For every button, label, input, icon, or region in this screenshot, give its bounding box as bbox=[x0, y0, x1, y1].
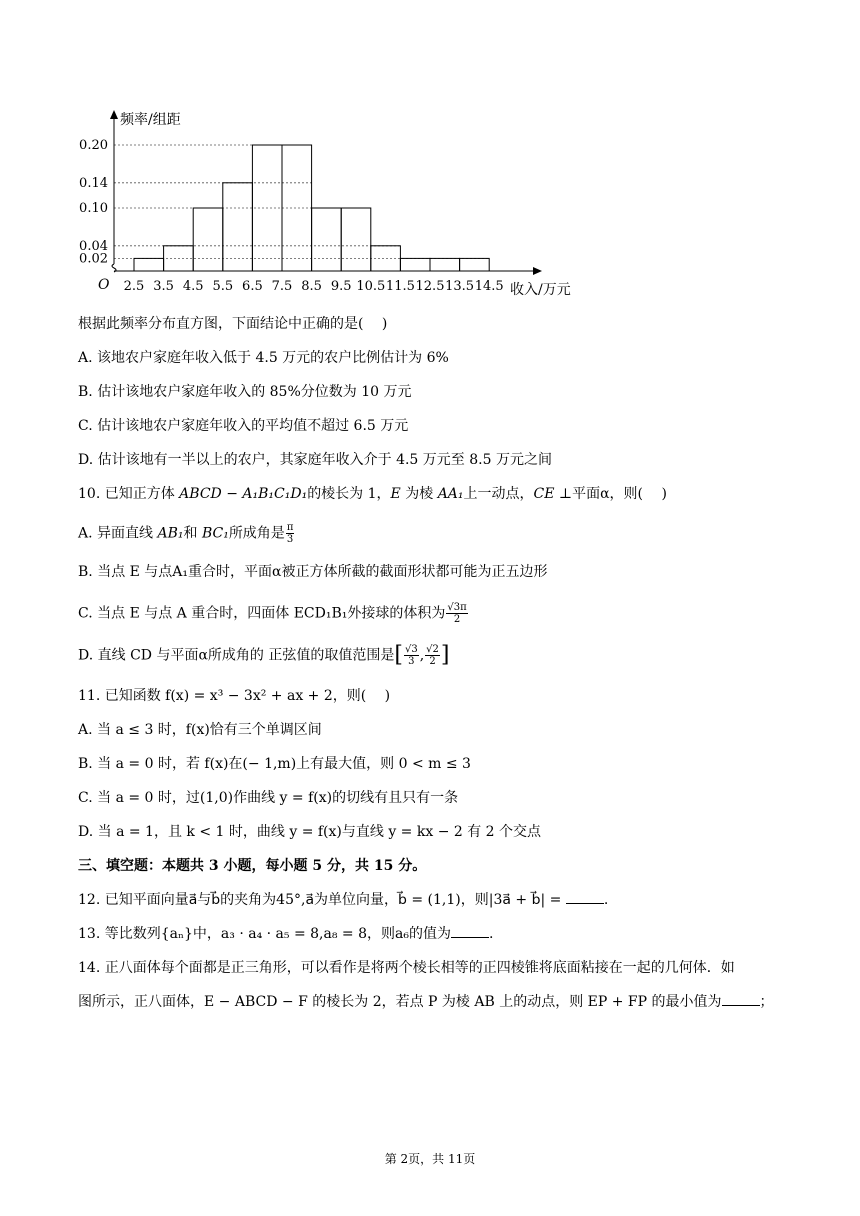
q9-option-c: C. 估计该地农户家庭年收入的平均值不超过 6.5 万元 bbox=[78, 418, 409, 434]
q10-mid3: 上一动点， bbox=[463, 486, 534, 502]
x-tick-label: 7.5 bbox=[271, 279, 293, 294]
q10-cube: ABCD − A₁B₁C₁D₁ bbox=[179, 486, 308, 502]
x-tick-label: 6.5 bbox=[242, 279, 263, 294]
y-tick-label: 0.02 bbox=[79, 251, 108, 267]
y-axis-label: 频率/组距 bbox=[120, 112, 181, 128]
q13-text: 13. 等比数列{aₙ}中，a₃ · a₄ · a₅ = 8,a₈ = 8，则a₆的值为 bbox=[78, 926, 451, 942]
q10-a-mid: 所成角是 bbox=[228, 525, 285, 542]
q10-stem bbox=[78, 484, 667, 504]
bar-11 bbox=[460, 258, 490, 271]
x-tick-label: 5.5 bbox=[212, 279, 234, 294]
origin-label: O bbox=[98, 277, 110, 293]
q13 bbox=[78, 924, 493, 944]
x-axis-arrow bbox=[533, 267, 542, 275]
y-tick-label: 0.14 bbox=[79, 175, 108, 191]
x-tick-label: 12.5 bbox=[415, 279, 445, 294]
bar-3 bbox=[223, 183, 253, 271]
q12 bbox=[78, 890, 608, 910]
q10-c-pre: C. 当点 E 与点 A 重合时，四面体 ECD₁B₁外接球的体积为 bbox=[78, 605, 446, 622]
x-tick-label: 8.5 bbox=[301, 279, 322, 294]
q10-a-ab1: AB₁ bbox=[157, 525, 184, 542]
q9-stem: 根据此频率分布直方图，下面结论中正确的是( ) bbox=[78, 316, 388, 332]
q12-text: 12. 已知平面向量a⃗与b⃗的夹角为45°,a⃗为单位向量，b⃗ = (1,1)，则|3a⃗ + b⃗| = bbox=[78, 892, 566, 908]
x-tick-label: 14.5 bbox=[474, 279, 504, 294]
right-bracket: ] bbox=[440, 642, 450, 668]
left-bracket: [ bbox=[394, 642, 403, 668]
q10-d-fraction-1: $\frac{√3}{3}$ bbox=[404, 644, 418, 667]
q12-post: . bbox=[603, 892, 609, 908]
bar-7 bbox=[341, 208, 371, 271]
bar-0 bbox=[134, 258, 164, 271]
q10-aa1: AA₁ bbox=[437, 486, 464, 502]
q10-num: 10. 已知正方体 bbox=[78, 486, 180, 502]
q11-option-a: A. 当 a ≤ 3 时，f(x)恰有三个单调区间 bbox=[78, 722, 322, 738]
q10-e: E bbox=[390, 486, 401, 502]
q10-option-c bbox=[78, 602, 469, 625]
y-tick-label: 0.20 bbox=[79, 138, 108, 153]
answer-blank bbox=[722, 993, 760, 1006]
q10-d-fraction-2: $\frac{√2}{2}$ bbox=[426, 644, 439, 667]
q9-option-b: B. 估计该地农户家庭年收入的 85%分位数为 10 万元 bbox=[78, 384, 412, 400]
bar-6 bbox=[312, 208, 342, 271]
q10-option-a bbox=[78, 522, 295, 545]
q9-option-d: D. 估计该地有一半以上的农户，其家庭年收入介于 4.5 万元至 8.5 万元之间 bbox=[78, 452, 552, 468]
bar-9 bbox=[400, 258, 430, 271]
q13-post: . bbox=[488, 926, 494, 942]
q10-c-fraction: $\frac{√3\pi}{2}$ bbox=[447, 602, 467, 625]
q10-mid2: 为棱 bbox=[400, 486, 438, 502]
bar-10 bbox=[430, 258, 460, 271]
q10-option-d: D. 直线 CD 与平面α所成角的 正弦值的取值范围是[ $\frac{√3}{3}$ , $\frac{√2}{2}$ ] bbox=[78, 642, 450, 668]
q11-option-c: C. 当 a = 0 时，过(1,0)作曲线 y = f(x)的切线有且只有一条 bbox=[78, 790, 459, 806]
q10-a-fraction: $\frac{\pi}{3}$ bbox=[286, 522, 294, 545]
x-tick-label: 9.5 bbox=[330, 279, 352, 294]
x-tick-label: 4.5 bbox=[182, 279, 204, 294]
q10-a-pre: A. 异面直线 bbox=[78, 525, 158, 542]
y-tick-label: 0.04 bbox=[79, 238, 108, 254]
answer-blank bbox=[566, 891, 604, 904]
q14-line-1: 14. 正八面体每个面都是正三角形，可以看作是将两个棱长相等的正四棱锥将底面粘接在一起的几何体．如 bbox=[78, 960, 735, 976]
q11-stem: 11. 已知函数 f(x) = x³ − 3x² + ax + 2，则( ) bbox=[78, 688, 391, 704]
q10-tail: ⊥平面α，则( ) bbox=[554, 486, 667, 502]
q10-option-b: B. 当点 E 与点A₁重合时，平面α被正方体所截的截面形状都可能为正五边形 bbox=[78, 564, 548, 580]
y-tick-label: 0.10 bbox=[79, 201, 108, 216]
histogram-chart bbox=[74, 104, 594, 306]
y-axis-arrow bbox=[110, 110, 118, 119]
q10-a-bc1: BC₁ bbox=[201, 525, 229, 542]
q10-ce: CE bbox=[533, 486, 555, 502]
q9-option-a: A. 该地农户家庭年收入低于 4.5 万元的农户比例估计为 6% bbox=[78, 350, 449, 366]
q14-line-2 bbox=[78, 992, 774, 1012]
section-3-heading: 三、填空题：本题共 3 小题，每小题 5 分，共 15 分。 bbox=[78, 858, 427, 874]
q10-mid: 的棱长为 1， bbox=[307, 486, 391, 502]
x-tick-label: 13.5 bbox=[445, 279, 475, 294]
x-axis-label: 收入/万元 bbox=[510, 282, 571, 298]
q14-text: 图所示，正八面体，E − ABCD − F 的棱长为 2，若点 P 为棱 AB 上的动点，则 EP + FP 的最小值为 bbox=[78, 994, 722, 1010]
answer-blank bbox=[451, 925, 489, 938]
q11-option-d: D. 当 a = 1，且 k < 1 时，曲线 y = f(x)与直线 y = kx − 2 有 2 个交点 bbox=[78, 824, 542, 840]
x-tick-label: 2.5 bbox=[123, 279, 145, 294]
q14-post: ； bbox=[759, 994, 774, 1010]
x-tick-label: 3.5 bbox=[153, 279, 174, 294]
x-tick-label: 11.5 bbox=[385, 279, 415, 294]
page-footer: 第 2页，共 11页 bbox=[384, 1152, 476, 1166]
bar-2 bbox=[193, 208, 223, 271]
q10-a-and: 和 bbox=[183, 525, 202, 542]
q11-option-b: B. 当 a = 0 时，若 f(x)在(− 1,m)上有最大值，则 0 < m ≤ 3 bbox=[78, 756, 471, 772]
q10-d-pre: D. 直线 CD 与平面α所成角的 正弦值的取值范围是 bbox=[78, 647, 395, 664]
x-tick-label: 10.5 bbox=[356, 279, 386, 294]
